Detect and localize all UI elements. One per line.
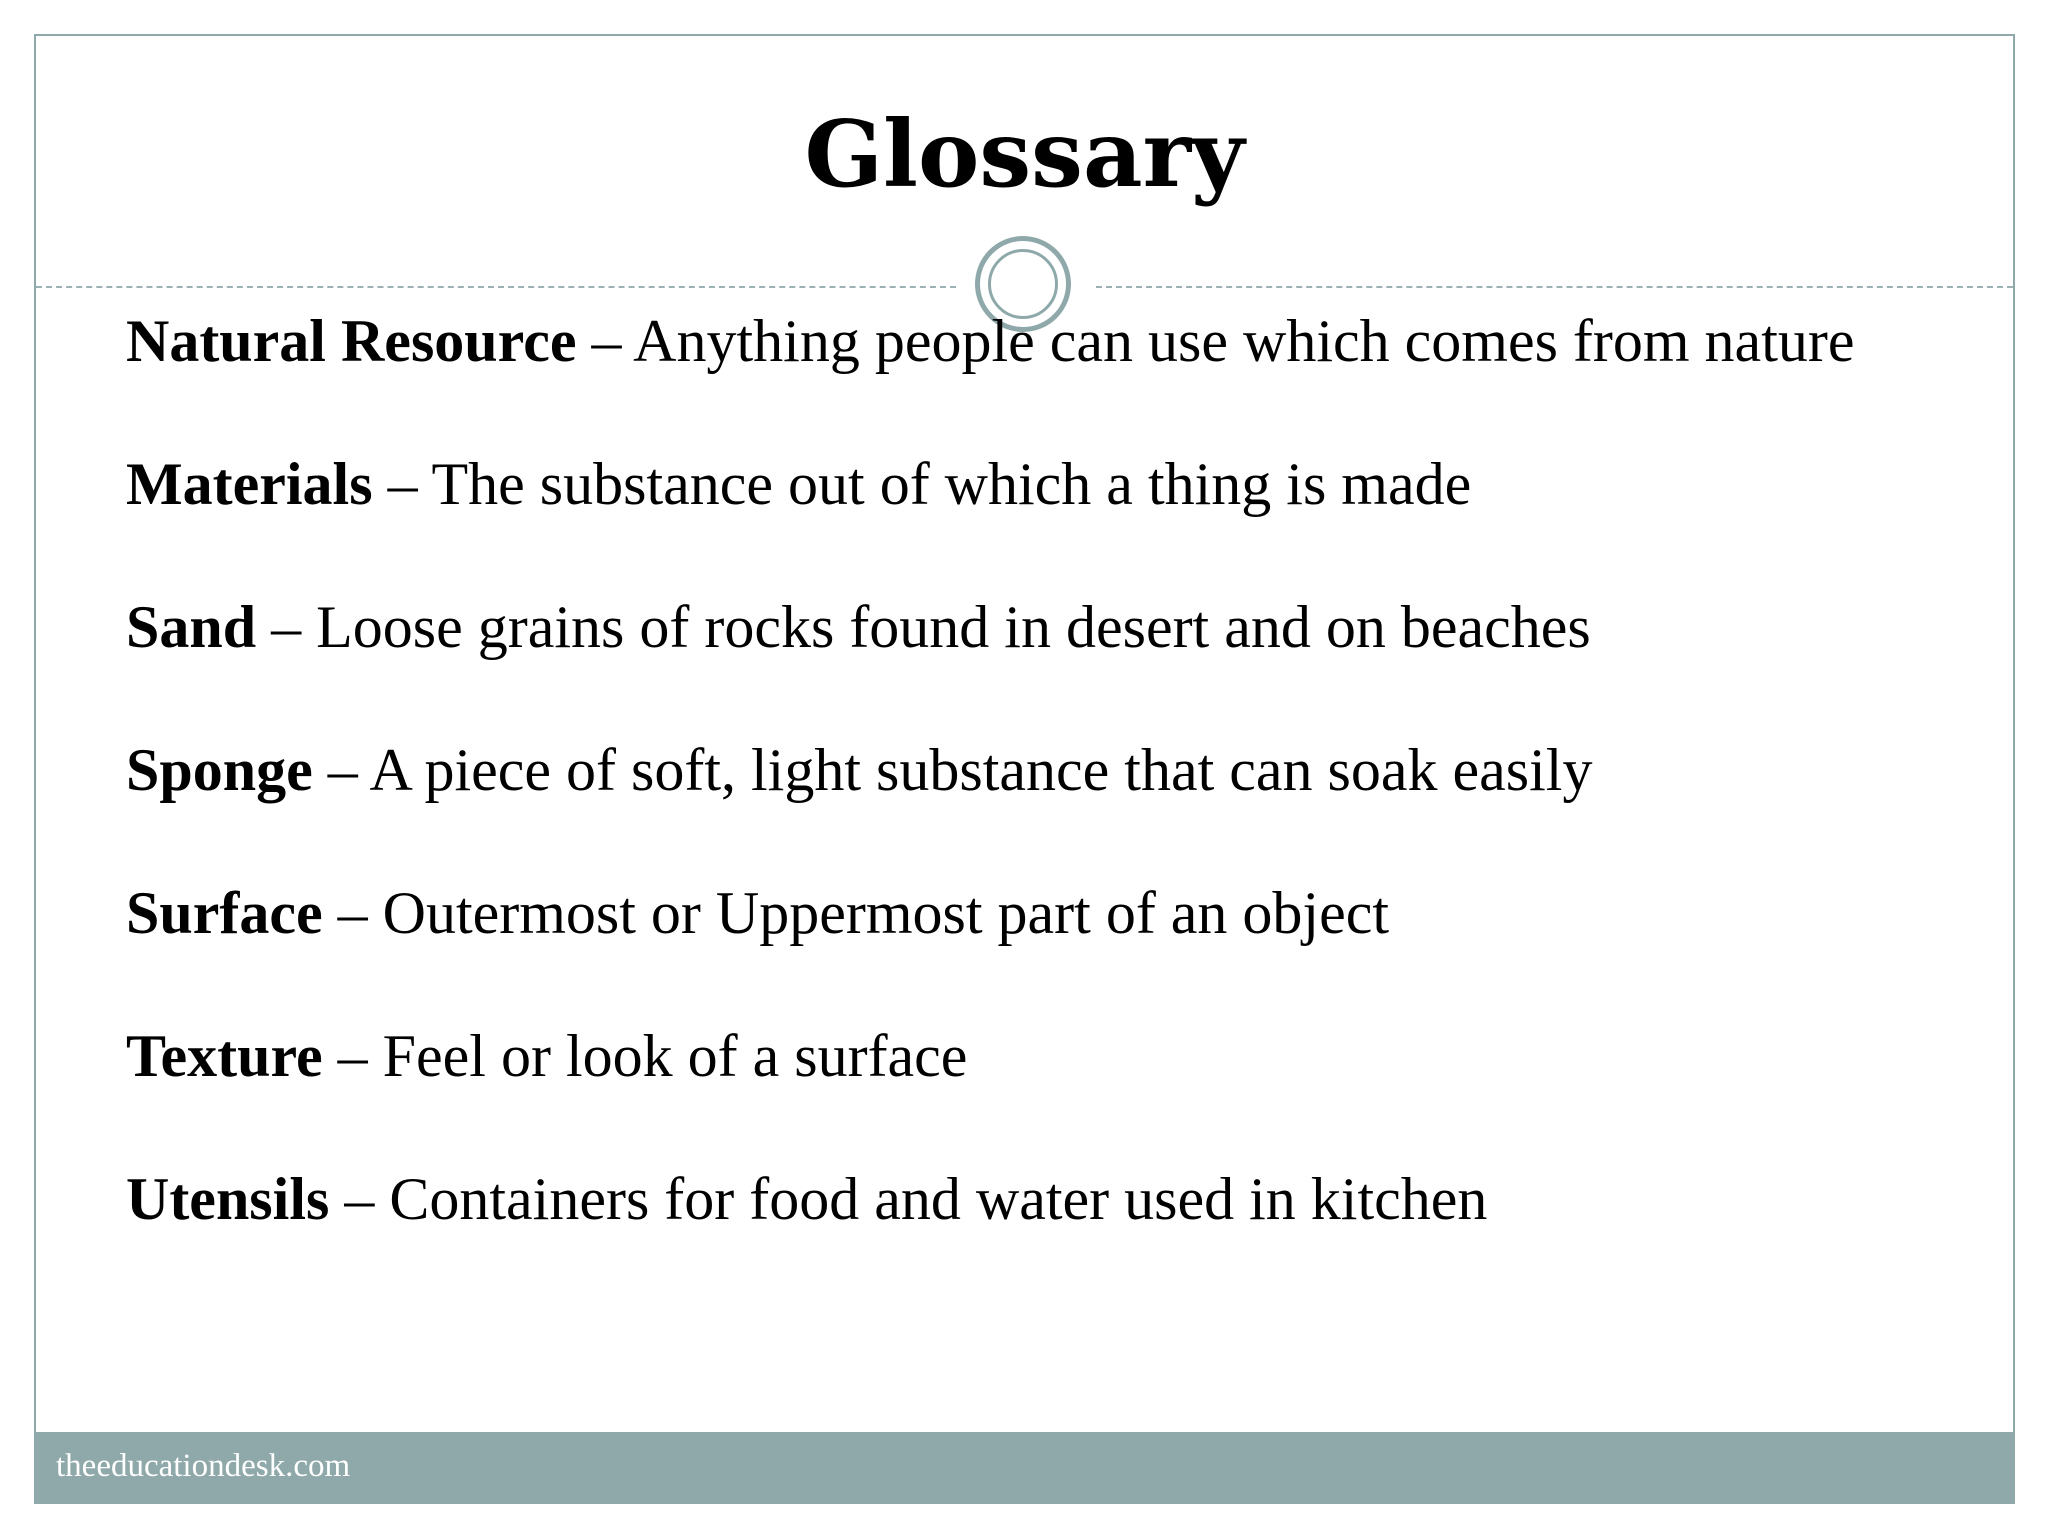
- footer-bar: [36, 1432, 2013, 1502]
- glossary-separator: –: [322, 1023, 383, 1089]
- glossary-separator: –: [256, 594, 317, 660]
- glossary-definition: Anything people can use which comes from nature: [633, 308, 1855, 374]
- glossary-term: Utensils: [126, 1166, 330, 1232]
- slide-title: Glossary: [804, 100, 1245, 208]
- glossary-term: Natural Resource: [126, 308, 577, 374]
- slide: [34, 34, 2015, 1504]
- glossary-definition: Containers for food and water used in kitchen: [389, 1166, 1488, 1232]
- glossary-term: Surface: [126, 880, 323, 946]
- glossary-definition: Loose grains of rocks found in desert and on beaches: [316, 594, 1591, 660]
- glossary-entry: [126, 876, 1986, 951]
- divider-line-right: [1096, 286, 2013, 288]
- glossary-term: Sponge: [126, 737, 313, 803]
- glossary-entry: [126, 1019, 1986, 1094]
- glossary-definition: A piece of soft, light substance that can soak easily: [369, 737, 1593, 803]
- glossary-entry: [126, 1162, 1986, 1237]
- glossary-separator: –: [576, 308, 634, 374]
- glossary-term: Materials: [126, 451, 373, 517]
- glossary-entry: [126, 447, 1986, 522]
- glossary-definition: Outermost or Uppermost part of an object: [382, 880, 1390, 946]
- glossary-entry: [126, 733, 1986, 808]
- footer-site-text: theeducationdesk.com: [56, 1448, 351, 1484]
- glossary-term: Texture: [126, 1023, 323, 1089]
- glossary-separator: –: [329, 1166, 390, 1232]
- glossary-entry: [126, 590, 1986, 665]
- glossary-term: Sand: [126, 594, 257, 660]
- glossary-entry: [126, 304, 1986, 379]
- glossary-list: [126, 304, 1986, 1305]
- glossary-separator: –: [372, 451, 432, 517]
- glossary-separator: –: [322, 880, 383, 946]
- divider-line-left: [36, 286, 956, 288]
- glossary-definition: Feel or look of a surface: [382, 1023, 968, 1089]
- glossary-definition: The substance out of which a thing is made: [431, 451, 1472, 517]
- glossary-separator: –: [312, 737, 370, 803]
